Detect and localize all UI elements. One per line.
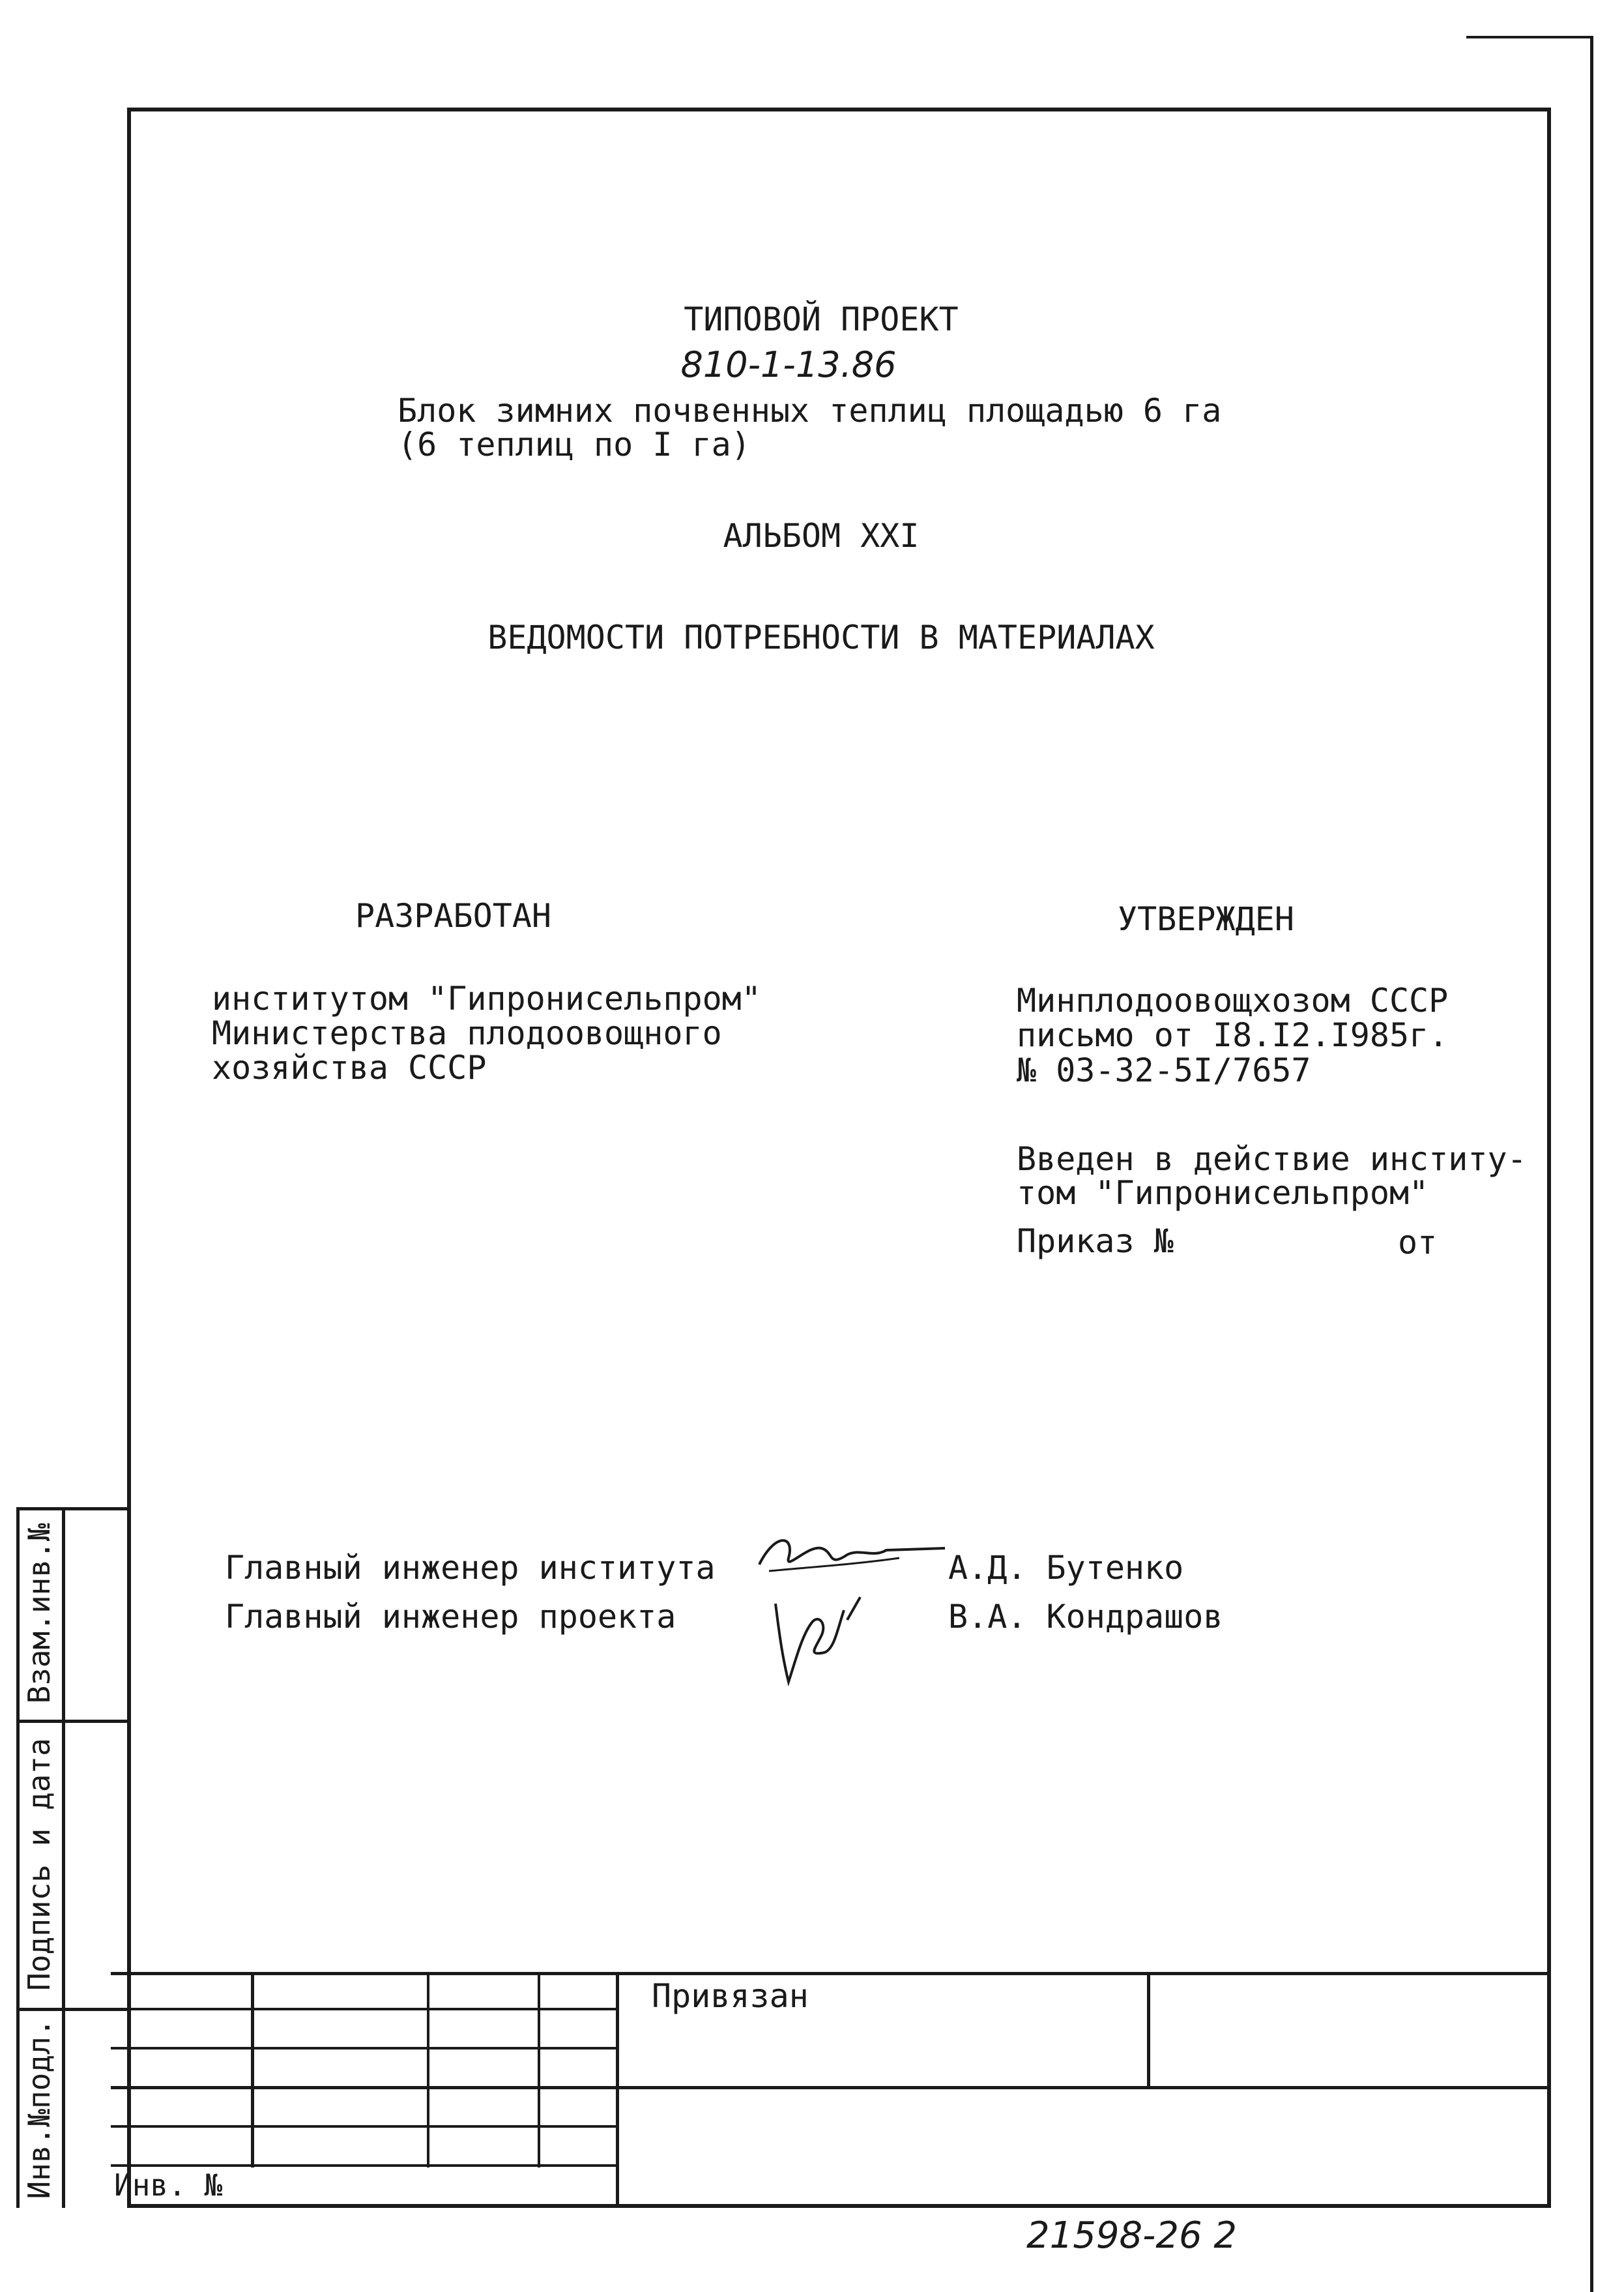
developed-line3: хозяйства СССР [212, 1049, 487, 1087]
title-block-col-1 [251, 1972, 254, 2167]
page-edge-right [1590, 36, 1593, 2292]
side-stamp-rule-1 [16, 1720, 130, 1723]
side-stamp-podpis-data: Подпись и дата [22, 1738, 57, 1991]
side-stamp-inv-podl: Инв.№подл. [22, 2018, 57, 2199]
album-subject: ВЕДОМОСТИ ПОТРЕБНОСТИ В МАТЕРИАЛАХ [487, 619, 1155, 656]
chief-engineer-institute-label: Главный инженер института [225, 1549, 716, 1587]
order-label: Приказ № [1017, 1222, 1174, 1260]
sheet-code: 21598-26 2 [1026, 2214, 1238, 2257]
developed-line1: институтом "Гипронисельпром" [212, 980, 761, 1018]
chief-engineer-project-name: В.А. Кондрашов [948, 1598, 1223, 1636]
approved-heading: УТВЕРЖДЕН [1118, 900, 1294, 938]
doc-type-title: ТИПОВОЙ ПРОЕКТ [684, 301, 959, 338]
chief-engineer-institute-name: А.Д. Бутенко [948, 1549, 1184, 1587]
developed-heading: РАЗРАБОТАН [355, 897, 552, 935]
title-block-bound-label: Привязан [652, 1977, 809, 2015]
project-number: 810-1-13.86 [680, 344, 897, 385]
title-block-top-rule [111, 1972, 1551, 1975]
title-block-inv-label: Инв. № [114, 2167, 223, 2203]
page-edge-top [1466, 36, 1593, 38]
chief-engineer-project-label: Главный инженер проекта [225, 1598, 676, 1636]
enacted-line1: Введен в действие институ- [1017, 1140, 1527, 1178]
side-stamp-outer-left [16, 1509, 20, 2208]
signature-butenko [749, 1519, 958, 1591]
approved-line2: письмо от I8.I2.I985г. [1017, 1016, 1449, 1054]
album-title: АЛЬБОМ XXI [723, 517, 920, 555]
title-block-col-3 [538, 1972, 540, 2167]
title-block-col-2 [427, 1972, 429, 2167]
order-from: от [1398, 1224, 1438, 1261]
approved-line1: Минплодоовощхозом СССР [1017, 982, 1449, 1020]
developed-line2: Министерства плодоовощного [212, 1014, 722, 1052]
approved-line3: № 03-32-5I/7657 [1017, 1051, 1311, 1089]
signature-kondrashov [762, 1584, 893, 1695]
side-stamp-sep-vertical [62, 1509, 65, 2208]
project-description-line1: Блок зимних почвенных теплиц площадью 6 га [398, 392, 1222, 430]
side-stamp-vzam-inv: Взам.инв.№ [22, 1523, 57, 1704]
title-block-col-4 [616, 1972, 619, 2208]
title-block-row-3 [111, 2086, 1551, 2089]
title-block-col-5 [1147, 1972, 1150, 2088]
enacted-line2: том "Гипронисельпром" [1017, 1174, 1429, 1212]
project-description-line2: (6 теплиц по I га) [398, 426, 751, 463]
